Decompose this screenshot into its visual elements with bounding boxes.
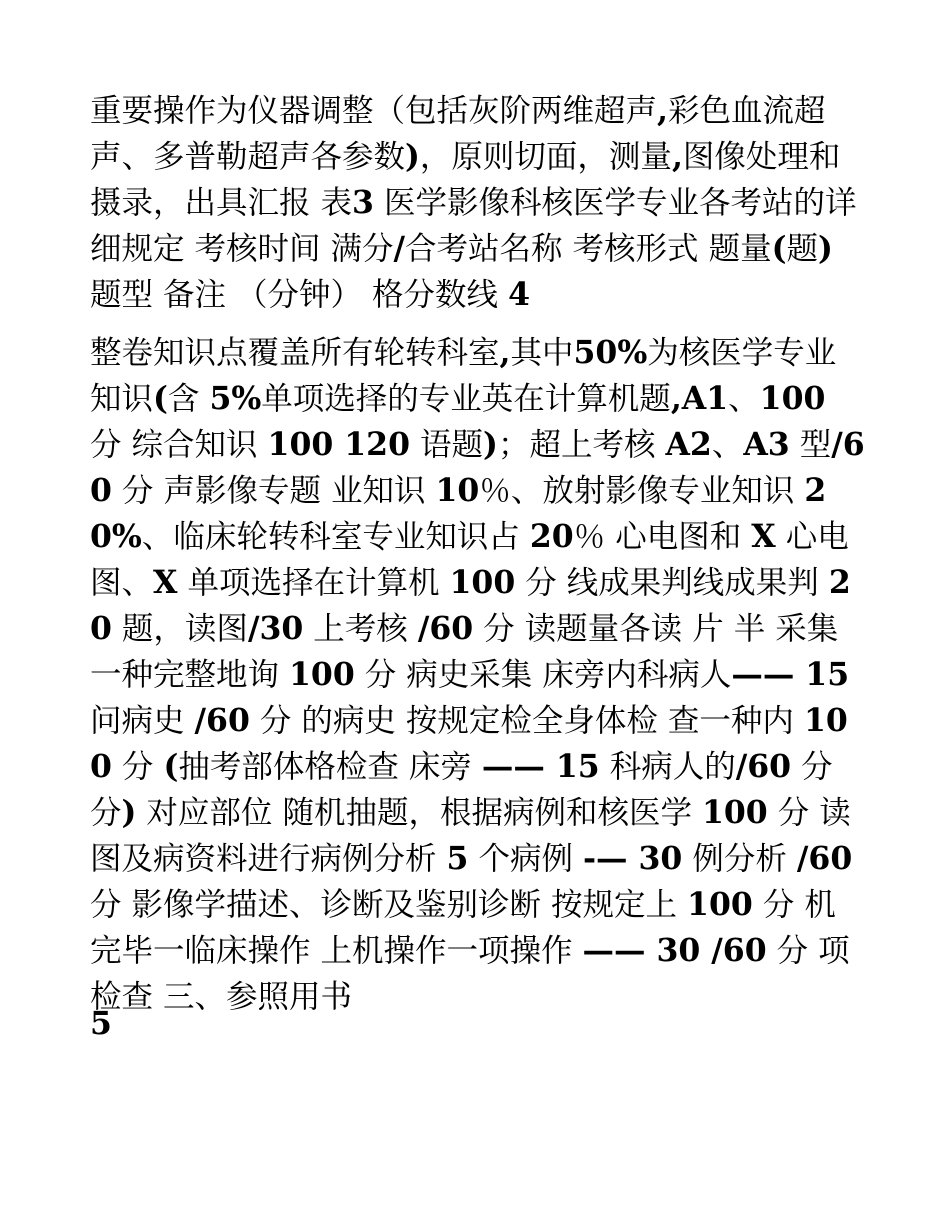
text-run: 分 的病史 按规定检全身体检 查一种内 [249,703,804,739]
text-run: 100 120 [267,426,411,463]
text-run: 整卷知识点覆盖所有轮转科室 [90,335,500,371]
text-run: 科病人的 [599,749,736,785]
text-run: X [751,518,776,555]
text-run: 问病史 [90,703,195,739]
text-run: 100 [701,794,768,831]
text-run: 其中 [510,335,574,371]
text-run: 20% [90,472,827,555]
text-run: A3 [743,426,790,463]
text-run: 心电图、 [90,519,849,601]
text-run: 个病例 [468,841,583,877]
text-run: ；超上考核 [497,427,666,463]
text-run: /60 [194,702,250,739]
text-run: 分 综合知识 [90,427,268,463]
text-run: 分 线成果判线成果判 [515,565,829,601]
text-run: 分 分 [90,749,833,831]
text-run: 图像处理和摄录，出具汇报 表 [90,139,841,221]
text-run: 含 [167,381,210,417]
text-run: 抽考部体格检查 床旁 [178,749,482,785]
text-run: X [153,564,178,601]
text-run: 题型 备注 （分钟） 格分数线 [90,277,509,313]
text-run: 题，读图 [111,611,248,647]
text-run: —— 15 [731,656,850,693]
text-run: ,A1 [670,380,729,417]
paragraph-2 [90,330,865,1020]
text-run: 语题 [410,427,484,463]
text-run: 50% [573,334,648,371]
text-run: 100 [687,886,753,923]
text-run: 型 [789,427,832,463]
text-run: -— 30 [582,840,683,877]
text-run: 20 [90,564,851,647]
text-run: ) [405,138,420,175]
text-run: 、 [728,381,760,417]
text-run: /60 [796,840,853,877]
text-run: 为核医学专业知识 [90,335,837,417]
text-run: 分 影像学描述、诊断及鉴别诊断 按规定上 [90,887,688,923]
text-run: ) [121,794,137,831]
text-run: 、 [711,427,744,463]
text-run: , [671,138,683,175]
text-run: —— 15 [481,748,600,785]
text-run: 重要操作为仪器调整（包括灰阶两维超声 [90,93,658,129]
text-run: 题 [786,231,818,267]
text-run: /60 [417,610,474,647]
text-run: 100 [449,564,516,601]
text-run: 对应部位 随机抽题，根据病例和核医学 [136,795,702,831]
text-run: ％、放射影像专业知识 [479,473,805,509]
text-run: 单项选择的专业英在计算机题 [261,381,671,417]
page-number: 5 [90,1005,112,1042]
text-run: ) [483,426,498,463]
text-run: 上考核 [303,611,418,647]
text-run: 合考站名称 考核形式 题量 [405,231,772,267]
text-run: 分 读图及病资料进行病例分析 [90,795,851,877]
text-run: —— 30 /60 [582,932,767,969]
text-run: 100 [759,380,826,417]
text-run: 分 项检查 三、参照用书 [90,933,850,1015]
text-run: 5 [446,840,469,877]
text-run: 100 [289,656,355,693]
text-run: 例分析 [682,841,797,877]
text-run: 20 [529,518,574,555]
text-run: 单项选择在计算机 [177,565,450,601]
text-run: 4 [508,276,530,313]
text-run: / [393,230,406,267]
text-run: , [499,334,511,371]
text-run: ( [771,230,787,267]
text-run: ％ 心电图和 [573,519,752,555]
text-run: ( [163,748,179,785]
text-run: 5% [209,380,262,417]
text-run: 3 [352,184,374,221]
text-run: 分 读题量各读 片 半 采集一种完整地询 [90,611,839,693]
text-run: ，原则切面，测量 [419,139,672,175]
text-run: /60 [735,748,792,785]
text-run: 、临床轮转科室专业知识占 [141,519,530,555]
text-run: 分 声影像专题 业知识 [111,473,436,509]
text-run: 10 [435,472,480,509]
text-run: /60 [90,426,865,509]
text-run: ( [153,380,168,417]
text-run: 分 机完毕一临床操作 上机操作一项操作 [90,887,836,969]
text-run: 彩色血流超声、多普勒超声各参数 [90,93,826,175]
text-run: /30 [247,610,304,647]
document-page [90,88,865,1020]
text-run: A2 [665,426,712,463]
text-run: , [657,92,668,129]
text-run: 分 [111,749,164,785]
text-run: 100 [90,702,848,785]
text-run: 医学影像科核医学专业各考站的详细规定 考核时间 满分 [90,185,857,267]
text-run: 分 病史采集 床旁内科病人 [354,657,732,693]
text-run: ) [818,230,833,267]
paragraph-1 [90,88,865,318]
